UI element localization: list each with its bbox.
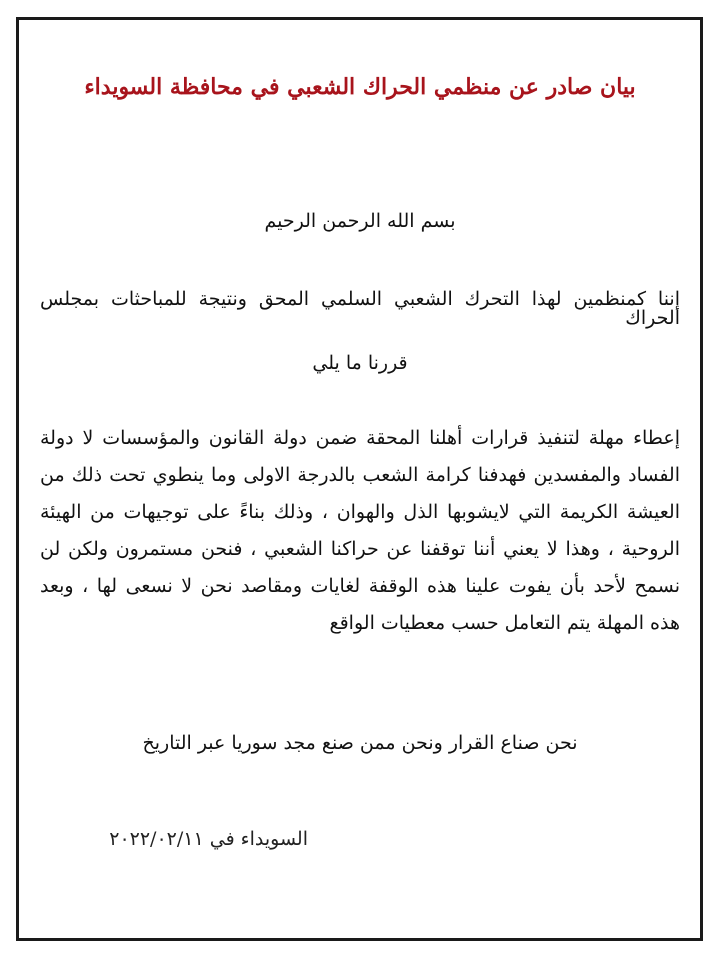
closing-line: نحن صناع القرار ونحن ممن صنع مجد سوريا عبر التاريخ — [142, 732, 578, 754]
intro-line-1: إننا كمنظمين لهذا التحرك الشعبي السلمي المحق ونتيجة للمباحثات بمجلس الحراك — [40, 288, 680, 329]
basmala: بسم الله الرحمن الرحيم — [264, 210, 456, 232]
statement-document — [40, 0, 680, 959]
intro-paragraph — [40, 290, 680, 373]
statement-title: بيان صادر عن منظمي الحراك الشعبي في محافظة السويداء — [84, 74, 636, 100]
decision-paragraph: إعطاء مهلة لتنفيذ قرارات أهلنا المحقة ضمن دولة القانون والمؤسسات لا دولة الفساد والمفسدين فهدفنا كرامة الشعب بالدرجة الاولى وما ينطوي تحت ذلك من العيشة الكريمة التي لايشوبها الذل والهوان ، وذلك بناءً على توجيهات من الهيئة الروحية ، وهذا لا يعني أننا توقفنا عن حراكنا الشعبي ، فنحن مستمرون ولكن لن نسمح لأحد بأن يفوت علينا هذه الوقفة لغايات ومقاصد نحن لا نسعى لها ، وبعد هذه المهلة يتم التعامل حسب معطيات الواقع — [40, 427, 680, 634]
place-and-date: السويداء في ٢٠٢٢/٠٢/١١ — [109, 828, 308, 850]
intro-line-2: قررنا ما يلي — [312, 352, 408, 374]
